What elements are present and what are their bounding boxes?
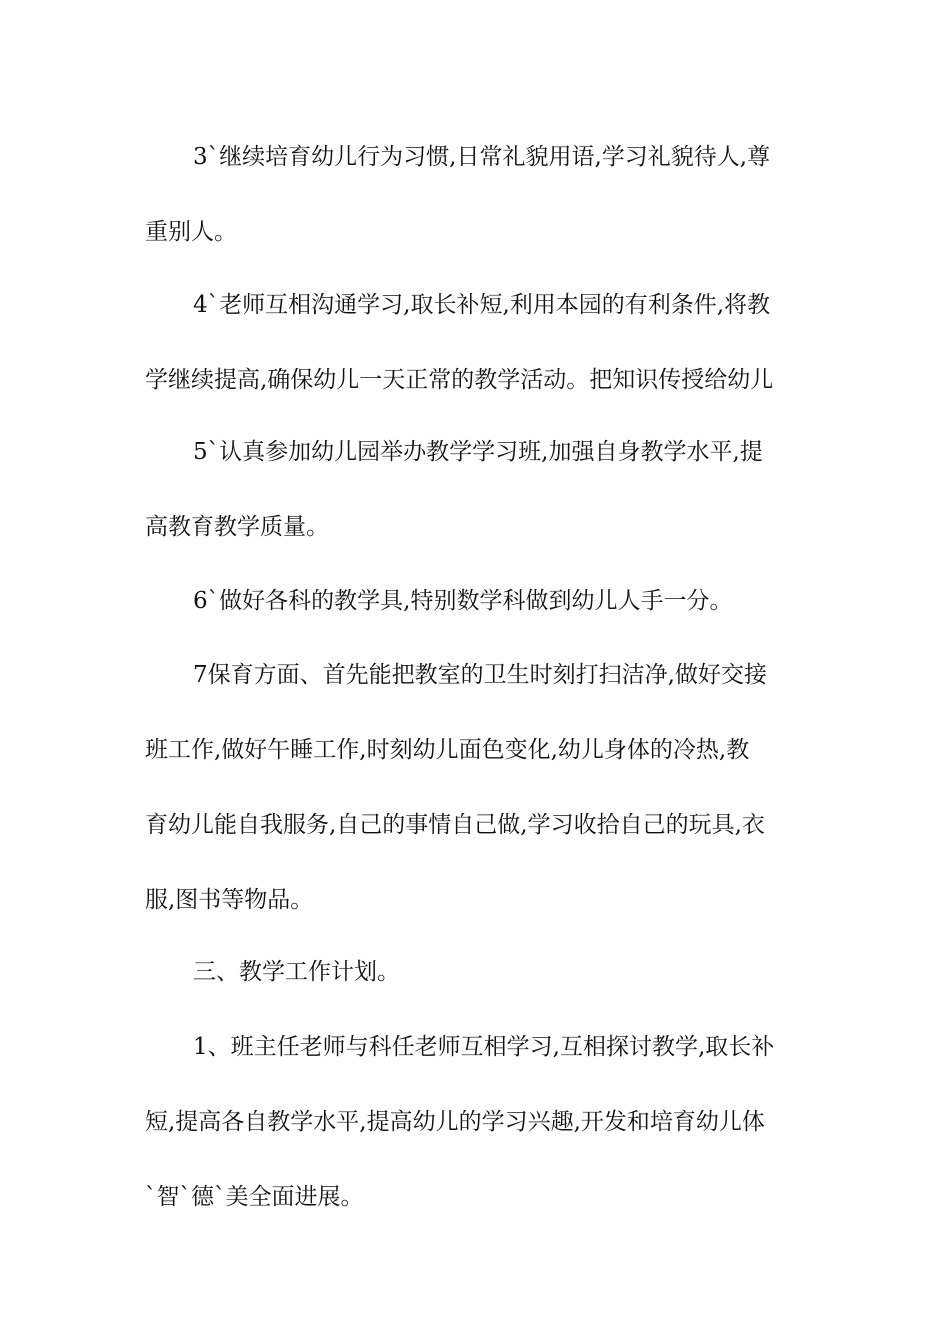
paragraph-7	[145, 638, 810, 938]
section-3-paragraph-1	[145, 1010, 810, 1235]
paragraph-line: 5`认真参加幼儿园举办教学学习班,加强自身教学水平,提	[193, 439, 763, 465]
paragraph-line: 班工作,做好午睡工作,时刻幼儿面色变化,幼儿身体的冷热,教	[145, 737, 750, 763]
paragraph-4	[145, 268, 810, 418]
paragraph-3	[145, 120, 810, 270]
paragraph-line: 重别人。	[145, 219, 237, 245]
paragraph-line: 6`做好各科的教学具,特别数学科做到幼儿人手一分。	[193, 588, 733, 614]
paragraph-line: 1、班主任老师与科任老师互相学习,互相探讨教学,取长补	[193, 1034, 775, 1060]
paragraph-line: 高教育教学质量。	[145, 514, 329, 540]
section-heading-text: 三、教学工作计划。	[193, 959, 400, 985]
paragraph-line: 7保育方面、首先能把教室的卫生时刻打扫洁净,做好交接	[193, 662, 767, 688]
paragraph-line: 4`老师互相沟通学习,取长补短,利用本园的有利条件,将教	[193, 292, 771, 318]
paragraph-line: 3`继续培育幼儿行为习惯,日常礼貌用语,学习礼貌待人,尊	[193, 144, 771, 170]
paragraph-line: 育幼儿能自我服务,自己的事情自己做,学习收拾自己的玩具,衣	[145, 812, 765, 838]
paragraph-6	[145, 564, 810, 639]
paragraph-line: 短,提高各自教学水平,提高幼儿的学习兴趣,开发和培育幼儿体	[145, 1109, 765, 1135]
section-heading	[145, 935, 810, 1010]
paragraph-5	[145, 415, 810, 565]
paragraph-line: 学继续提高,确保幼儿一天正常的教学活动。把知识传授给幼儿	[145, 367, 774, 393]
paragraph-line: `智`德`美全面进展。	[145, 1184, 364, 1210]
paragraph-line: 服,图书等物品。	[145, 887, 314, 913]
